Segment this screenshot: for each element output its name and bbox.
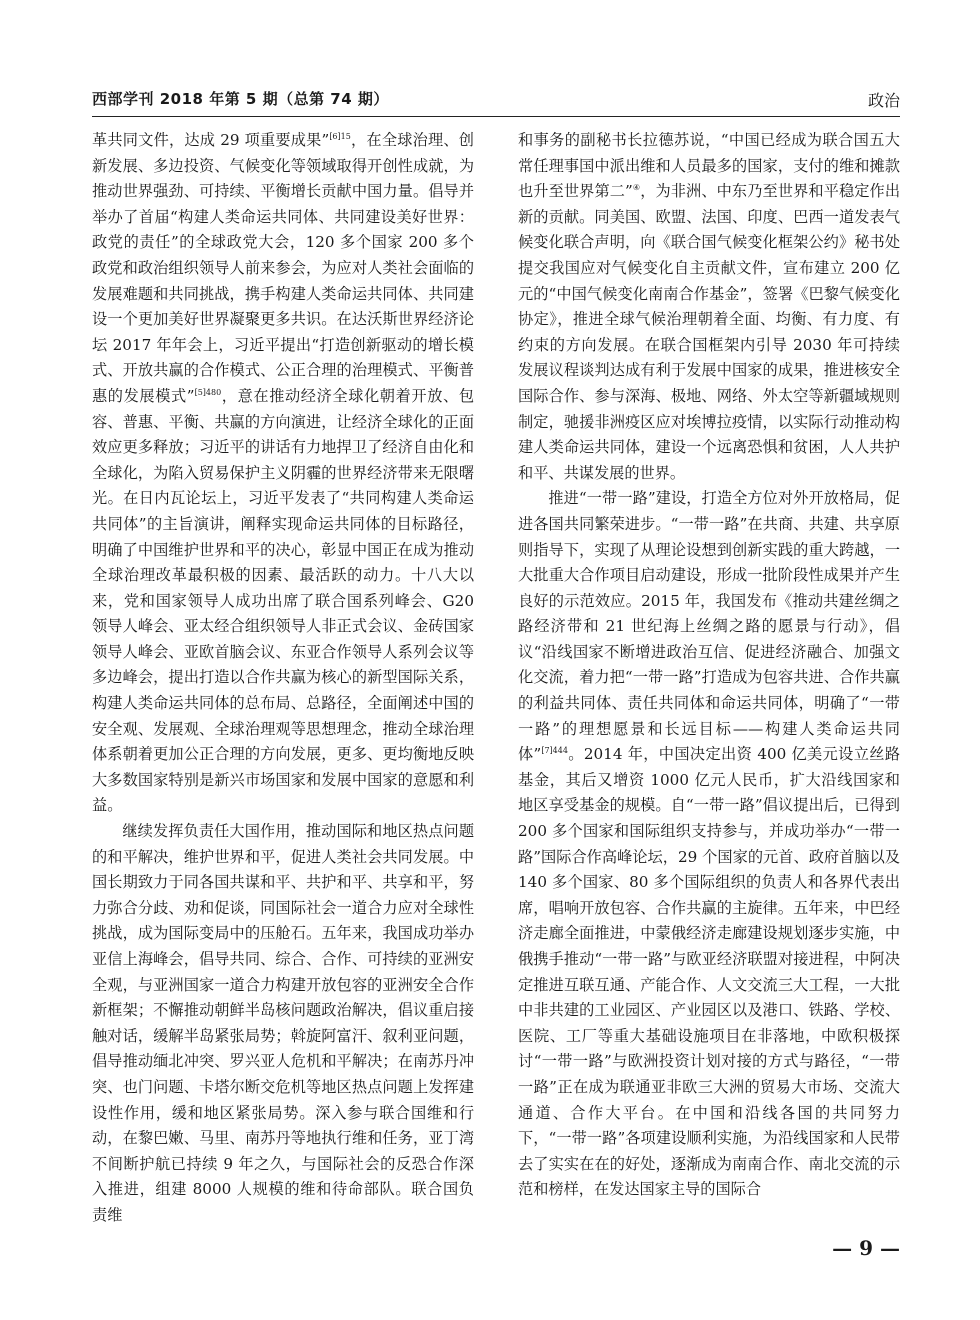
citation-ref: [7]444 xyxy=(541,746,568,756)
text-run: 革共同文件，达成 29 项重要成果” xyxy=(92,131,330,149)
citation-ref: [6]15 xyxy=(329,131,351,141)
running-header xyxy=(92,88,900,110)
text-run: ，意在推动经济全球化朝着开放、包容、普惠、平衡、共赢的方向演进，让经济全球化的正面效应更多释放；习近平的讲话有力地捍卫了经济自由化和全球化，为陷入贸易保护主义阴霾的世界经济带来无限曙光。在日内瓦论坛上，习近平发表了“共同构建人类命运共同体”的主旨演讲，阐释实现命运共同体的目标路径，明确了中国维护世界和平的决心，彰显中国正在成为推动全球治理改革最积极的因素、最活跃的动力。十八大以来，党和国家领导人成功出席了联合国系列峰会、G20 领导人峰会、亚太经合组织领导人非正式会议、金砖国家领导人峰会、亚欧首脑会议、东亚合作领导人系列会议等多边峰会，提出打造以合作共赢为核心的新型国际关系，构建人类命运共同体的总布局、总路径，全面阐述中国的安全观、发展观、全球治理观等思想理念，推动全球治理体系朝着更加公正合理的方向发展，更多、更均衡地反映大多数国家特别是新兴市场国家和发展中国家的意愿和利益。 xyxy=(92,386,475,815)
page-number: — 9 — xyxy=(832,1236,900,1260)
footnote-mark: ④ xyxy=(632,183,641,193)
journal-title: 西部学刊 2018 年第 5 期（总第 74 期） xyxy=(92,90,389,108)
citation-ref: [5]480 xyxy=(194,387,222,397)
text-run: ，在全球治理、创新发展、多边投资、气候变化等领域取得开创性成就，为推动世界强劲、可持续、平衡增长贡献中国力量。倡导并举办了首届“构建人类命运共同体、共同建设美好世界：政党的责任”的全球政党大会，120 多个国家 200 多个政党和政治组织领导人前来参会，为应对人类社会面临的发展难题和共同挑战，携手构建人类命运共同体、共同建设一个更加美好世界凝聚更多共识。在达沃斯世界经济论坛 2017 年年会上，习近平提出“打造创新驱动的增长模式、开放共赢的合作模式、公正合理的治理模式、平衡普惠的发展模式” xyxy=(92,131,474,405)
right-paragraph-1 xyxy=(518,128,900,486)
text-run: 。2014 年，中国决定出资 400 亿美元设立丝路基金，其后又增资 1000 亿元人民币，扩大沿线国家和地区享受基金的规模。自“一带一路”倡议提出后，已得到 200 多个国家和国际组织支持参与，并成功举办“一带一路”国际合作高峰论坛，29 个国家的元首、政府首脑以及 140 多个国家、80 多个国际组织的负责人和各界代表出席，唱响开放包容、合作共赢的主旋律。五年来，中巴经济走廊全面推进，中蒙俄经济走廊建设规划逐步实施，中俄携手推动“一带一路”与欧亚经济联盟对接进程，中阿决定推进互联互通、产能合作、人文交流三大工程，一大批中非共建的工业园区、产业园区以及港口、铁路、学校、医院、工厂等重大基础设施项目在非落地，中欧积极探讨“一带一路”与欧洲投资计划对接的方式与路径，“一带一路”正在成为联通亚非欧三大洲的贸易大市场、交流大通道、合作大平台。在中国和沿线各国的共同努力下，“一带一路”各项建设顺利实施，为沿线国家和人民带去了实实在在的好处，逐渐成为南南合作、南北交流的示范和榜样，在发达国家主导的国际合 xyxy=(518,745,901,1199)
left-paragraph-1 xyxy=(92,128,474,819)
section-label: 政治 xyxy=(867,91,900,110)
text-run: ，为非洲、中东乃至世界和平稳定作出新的贡献。同美国、欧盟、法国、印度、巴西一道发表气候变化联合声明，向《联合国气候变化框架公约》秘书处提交我国应对气候变化自主贡献文件，宣布建立 200 亿元的“中国气候变化南南合作基金”，签署《巴黎气候变化协定》，推进全球气候治理朝着全面、均衡、有力度、有约束的方向发展。在联合国框架内引导 2030 年可持续发展议程谈判达成有利于发展中国家的成果，推进核安全国际合作、参与深海、极地、网络、外太空等新疆域规则制定，驰援非洲疫区应对埃博拉疫情，以实际行动推动构建人类命运共同体，建设一个远离恐惧和贫困，人人共护和平、共谋发展的世界。 xyxy=(518,182,901,482)
right-column xyxy=(518,128,900,1203)
text-run: 和事务的副秘书长拉德苏说，“中国已经成为联合国五大常任理事国中派出维和人员最多的国家，支付的维和摊款也升至世界第二” xyxy=(518,131,900,201)
right-paragraph-2 xyxy=(518,486,900,1203)
left-column xyxy=(92,128,474,1229)
header-rule xyxy=(92,116,900,117)
text-run: 推进“一带一路”建设，打造全方位对外开放格局，促进各国共同繁荣进步。“一带一路”在共商、共建、共享原则指导下，实现了从理论设想到创新实践的重大跨越，一大批重大合作项目启动建设，形成一批阶段性成果并产生良好的示范效应。2015 年，我国发布《推动共建丝绸之路经济带和 21 世纪海上丝绸之路的愿景与行动》，倡议“沿线国家不断增进政治互信、促进经济融合、加强文化交流，着力把“一带一路”打造成为包容共进、合作共赢的利益共同体、责任共同体和命运共同体，明确了“一带一路”的理想愿景和长远目标——构建人类命运共同体” xyxy=(518,489,900,764)
left-paragraph-2: 继续发挥负责任大国作用，推动国际和地区热点问题的和平解决，维护世界和平，促进人类社会共同发展。中国长期致力于同各国共谋和平、共护和平、共享和平，努力弥合分歧、劝和促谈，同国际社会一道合力应对全球性挑战，成为国际变局中的压舱石。五年来，我国成功举办亚信上海峰会，倡导共同、综合、合作、可持续的亚洲安全观，与亚洲国家一道合力构建开放包容的亚洲安全合作新框架；不懈推动朝鲜半岛核问题政治解决，倡议重启接触对话，缓解半岛紧张局势；斡旋阿富汗、叙利亚问题，倡导推动缅北冲突、罗兴亚人危机和平解决；在南苏丹冲突、也门问题、卡塔尔断交危机等地区热点问题上发挥建设性作用，缓和地区紧张局势。深入参与联合国维和行动，在黎巴嫩、马里、南苏丹等地执行维和任务，亚丁湾不间断护航已持续 9 年之久，与国际社会的反恐合作深入推进，组建 8000 人规模的维和待命部队。联合国负责维 xyxy=(92,822,474,1224)
